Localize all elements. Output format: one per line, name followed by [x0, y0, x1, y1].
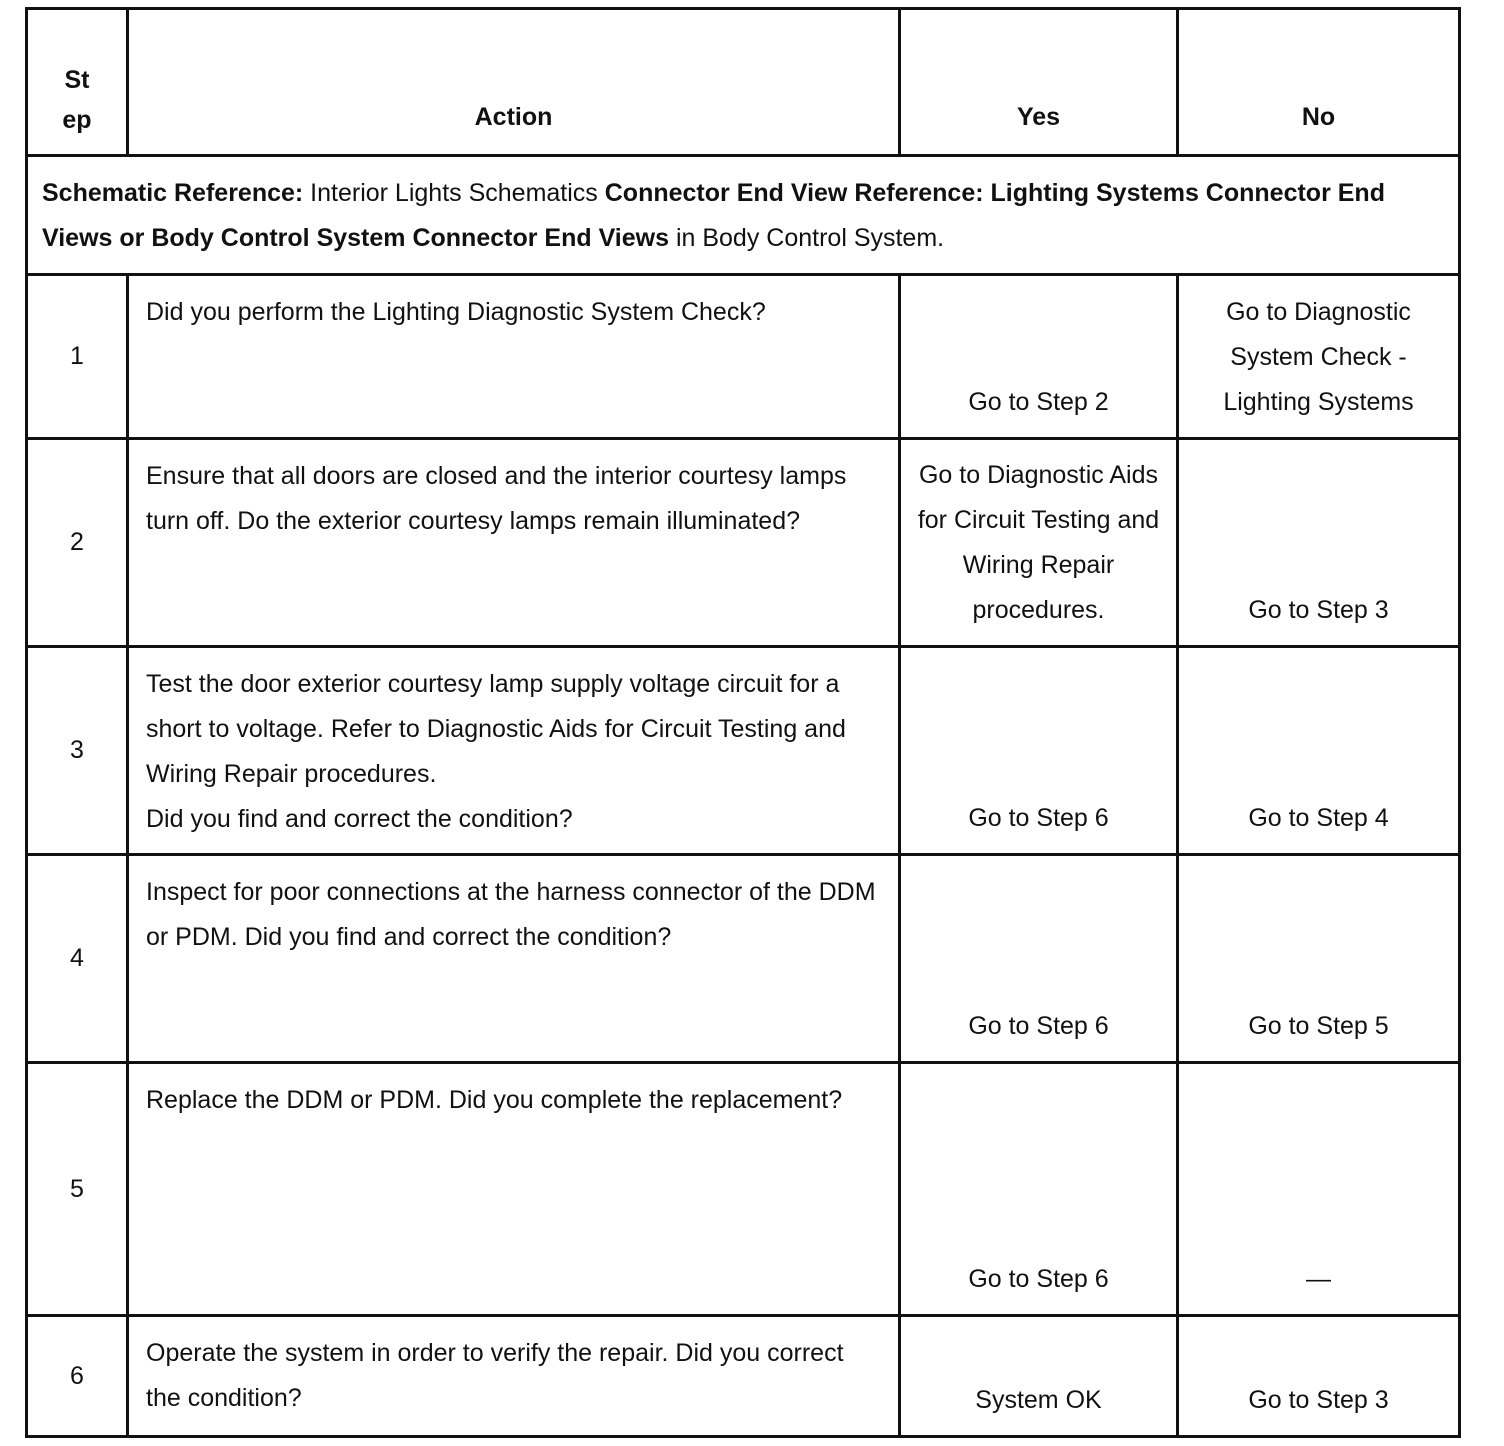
- yes-result: Go to Step 6: [900, 1063, 1178, 1316]
- no-result: Go to Step 5: [1178, 855, 1460, 1063]
- header-step: St ep: [27, 9, 128, 156]
- action-text: Replace the DDM or PDM. Did you complete the replacement?: [128, 1063, 900, 1316]
- table-row: [27, 1316, 1460, 1437]
- table-row: [27, 275, 1460, 439]
- step-number: 4: [27, 855, 128, 1063]
- yes-result: Go to Step 6: [900, 647, 1178, 855]
- header-no: No: [1178, 9, 1460, 156]
- reference-cell: [27, 156, 1460, 275]
- schematic-reference-label: Schematic Reference:: [42, 179, 304, 207]
- action-text: Inspect for poor connections at the harness connector of the DDM or PDM. Did you find and correct the condition?: [128, 855, 900, 1063]
- action-text: Operate the system in order to verify the repair. Did you correct the condition?: [128, 1316, 900, 1437]
- yes-result: Go to Step 2: [900, 275, 1178, 439]
- action-text: Test the door exterior courtesy lamp supply voltage circuit for a short to voltage. Refer to Diagnostic Aids for Circuit Testing and Wiring Repair procedures.: [146, 670, 846, 788]
- step-number: 3: [27, 647, 128, 855]
- no-result: Go to Diagnostic System Check - Lighting Systems: [1178, 275, 1460, 439]
- header-row: [27, 9, 1460, 156]
- yes-result: System OK: [900, 1316, 1178, 1437]
- table-row: [27, 647, 1460, 855]
- header-action: Action: [128, 9, 900, 156]
- table-row: [27, 1063, 1460, 1316]
- schematic-reference-text: Interior Lights Schematics: [303, 179, 605, 207]
- reference-row: [27, 156, 1460, 275]
- action-question: Did you find and correct the condition?: [146, 805, 573, 833]
- table-row: [27, 439, 1460, 647]
- table-row: [27, 855, 1460, 1063]
- diagnostic-table: [25, 7, 1461, 1438]
- no-result: Go to Step 4: [1178, 647, 1460, 855]
- step-number: 6: [27, 1316, 128, 1437]
- no-result: Go to Step 3: [1178, 1316, 1460, 1437]
- action-text: Did you perform the Lighting Diagnostic System Check?: [128, 275, 900, 439]
- connector-reference-text: in Body Control System.: [669, 224, 945, 252]
- step-number: 2: [27, 439, 128, 647]
- no-result: Go to Step 3: [1178, 439, 1460, 647]
- yes-result: Go to Step 6: [900, 855, 1178, 1063]
- connector-reference-label: Connector End View Reference: Lighting Systems Connector End Views or Body Control System Connector End Views: [42, 179, 1385, 252]
- step-number: 5: [27, 1063, 128, 1316]
- yes-result: Go to Diagnostic Aids for Circuit Testing and Wiring Repair procedures.: [900, 439, 1178, 647]
- header-yes: Yes: [900, 9, 1178, 156]
- step-number: 1: [27, 275, 128, 439]
- action-text: Ensure that all doors are closed and the interior courtesy lamps turn off. Do the exterior courtesy lamps remain illuminated?: [128, 439, 900, 647]
- action-cell: [128, 647, 900, 855]
- no-result: —: [1178, 1063, 1460, 1316]
